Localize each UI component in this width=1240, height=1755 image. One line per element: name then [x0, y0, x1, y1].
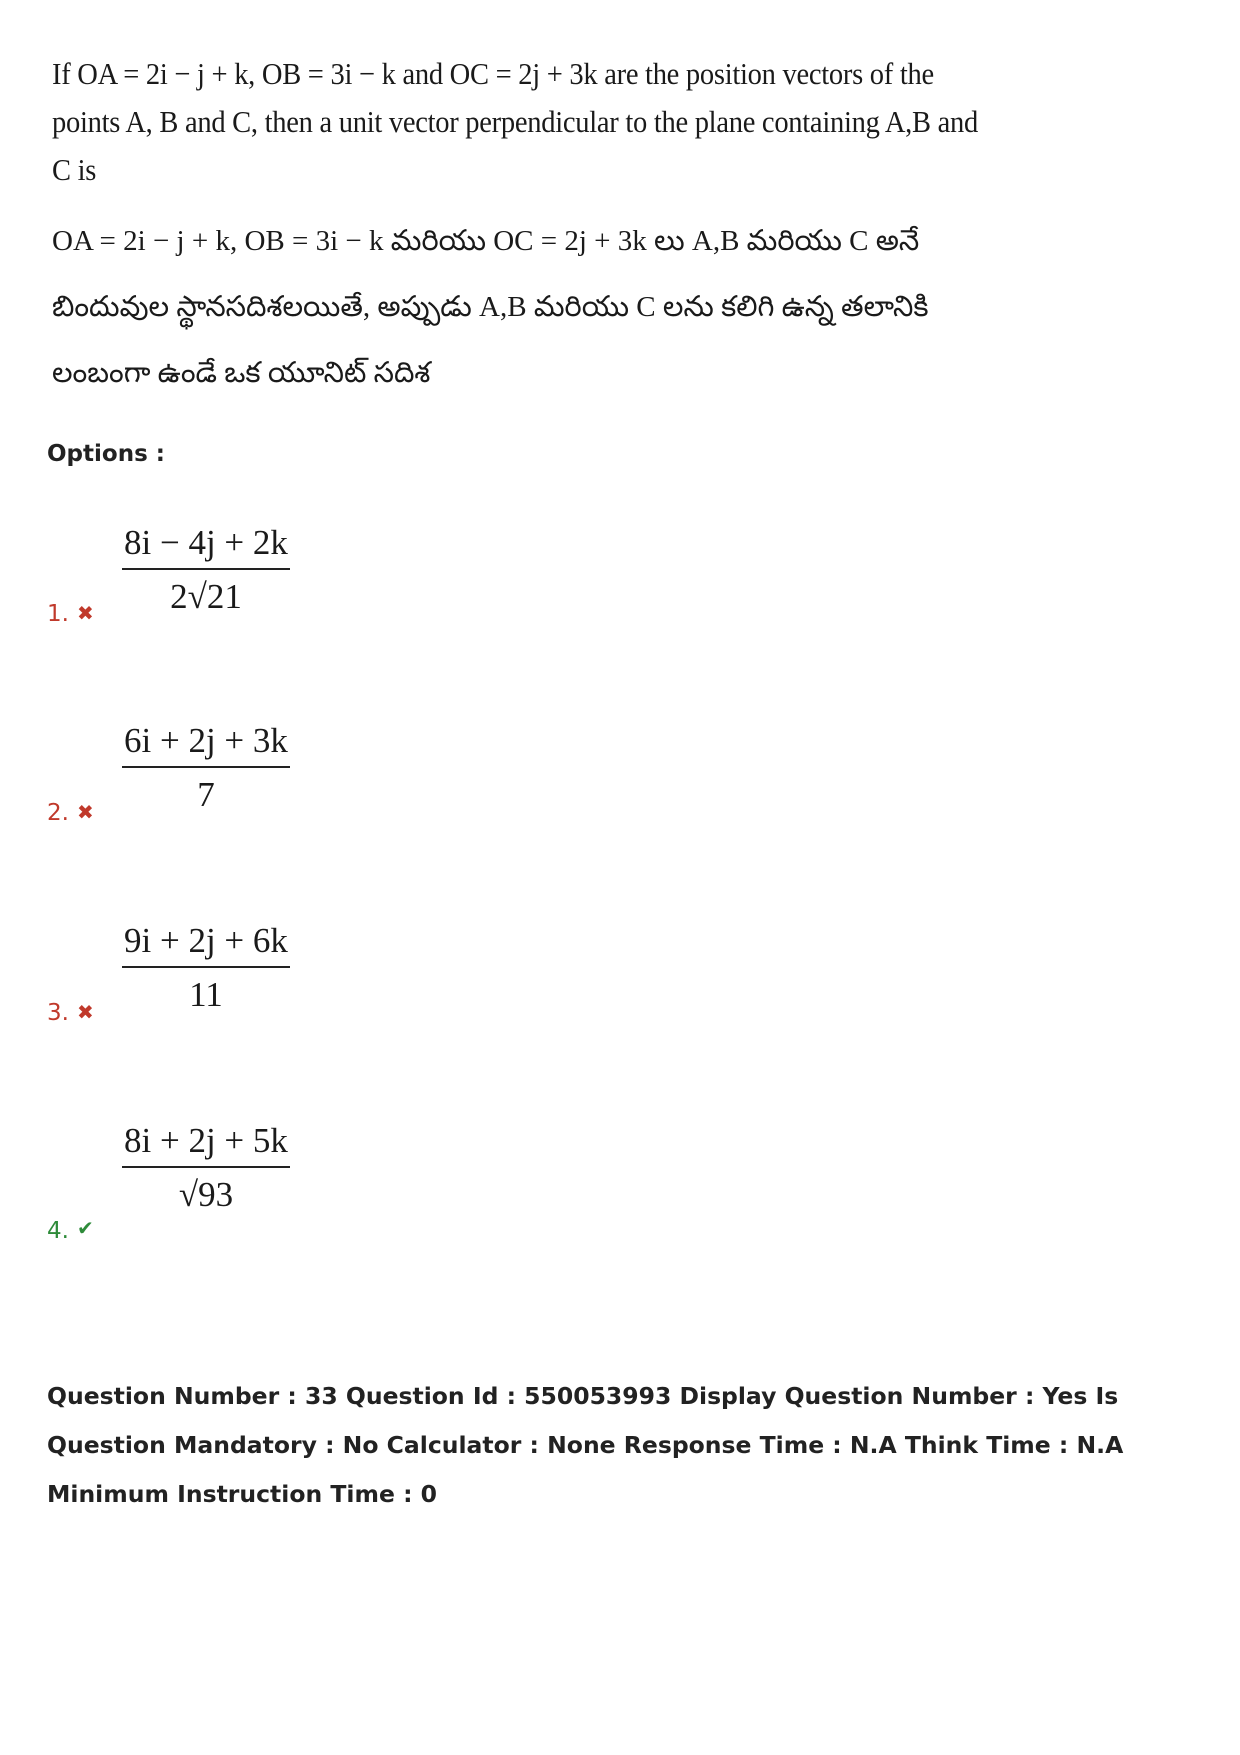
- option-1-numerator: 8i − 4j + 2k: [122, 520, 290, 570]
- option-2[interactable]: [47, 718, 447, 868]
- options-heading: Options :: [47, 441, 165, 467]
- incorrect-cross-icon: ✖: [77, 601, 94, 625]
- option-1-denominator: 2√21: [170, 577, 242, 616]
- option-4-fraction: [122, 1118, 290, 1218]
- question-metadata: Question Number : 33 Question Id : 550053993 Display Question Number : Yes Is Question Mandatory : No Calculator : None Response Time : N.A Think Time : N.A Minimum Instruction Time : 0: [47, 1382, 1124, 1508]
- option-4[interactable]: [47, 1118, 447, 1268]
- option-3-denominator: 11: [189, 975, 223, 1014]
- option-1-number: 1.: [47, 601, 69, 627]
- correct-check-icon: ✔: [77, 1216, 94, 1240]
- option-3[interactable]: [47, 918, 447, 1068]
- question-text-english-line-3: C is: [52, 152, 97, 187]
- incorrect-cross-icon: ✖: [77, 800, 94, 824]
- question-image: [52, 50, 1012, 406]
- option-3-numerator: 9i + 2j + 6k: [122, 918, 290, 968]
- question-text-english-line-1: If OA = 2i − j + k, OB = 3i − k and OC = 2j + 3k are the position vectors of the: [52, 56, 934, 91]
- option-2-fraction: [122, 718, 290, 818]
- option-2-denominator: 7: [197, 775, 215, 814]
- question-text-telugu-line-1: OA = 2i − j + k, OB = 3i − k మరియు OC = 2j + 3k లు A,B మరియు C అనే: [52, 225, 920, 257]
- option-3-number: 3.: [47, 1000, 69, 1026]
- option-1[interactable]: [47, 520, 447, 670]
- question-text-telugu-line-2: బిందువుల స్థానసదిశలయితే, అప్పుడు A,B మరియు C లను కలిగి ఉన్న తలానికి: [52, 291, 929, 323]
- option-4-numerator: 8i + 2j + 5k: [122, 1118, 290, 1168]
- option-4-number: 4.: [47, 1218, 69, 1244]
- incorrect-cross-icon: ✖: [77, 1000, 94, 1024]
- option-2-numerator: 6i + 2j + 3k: [122, 718, 290, 768]
- option-3-fraction: [122, 918, 290, 1018]
- option-4-denominator: √93: [178, 1175, 234, 1214]
- question-text-telugu-line-3: లంబంగా ఉండే ఒక యూనిట్ సదిశ: [52, 357, 431, 389]
- option-1-fraction: [122, 520, 290, 620]
- question-text-english-line-2: points A, B and C, then a unit vector perpendicular to the plane containing A,B and: [52, 104, 978, 139]
- option-2-number: 2.: [47, 800, 69, 826]
